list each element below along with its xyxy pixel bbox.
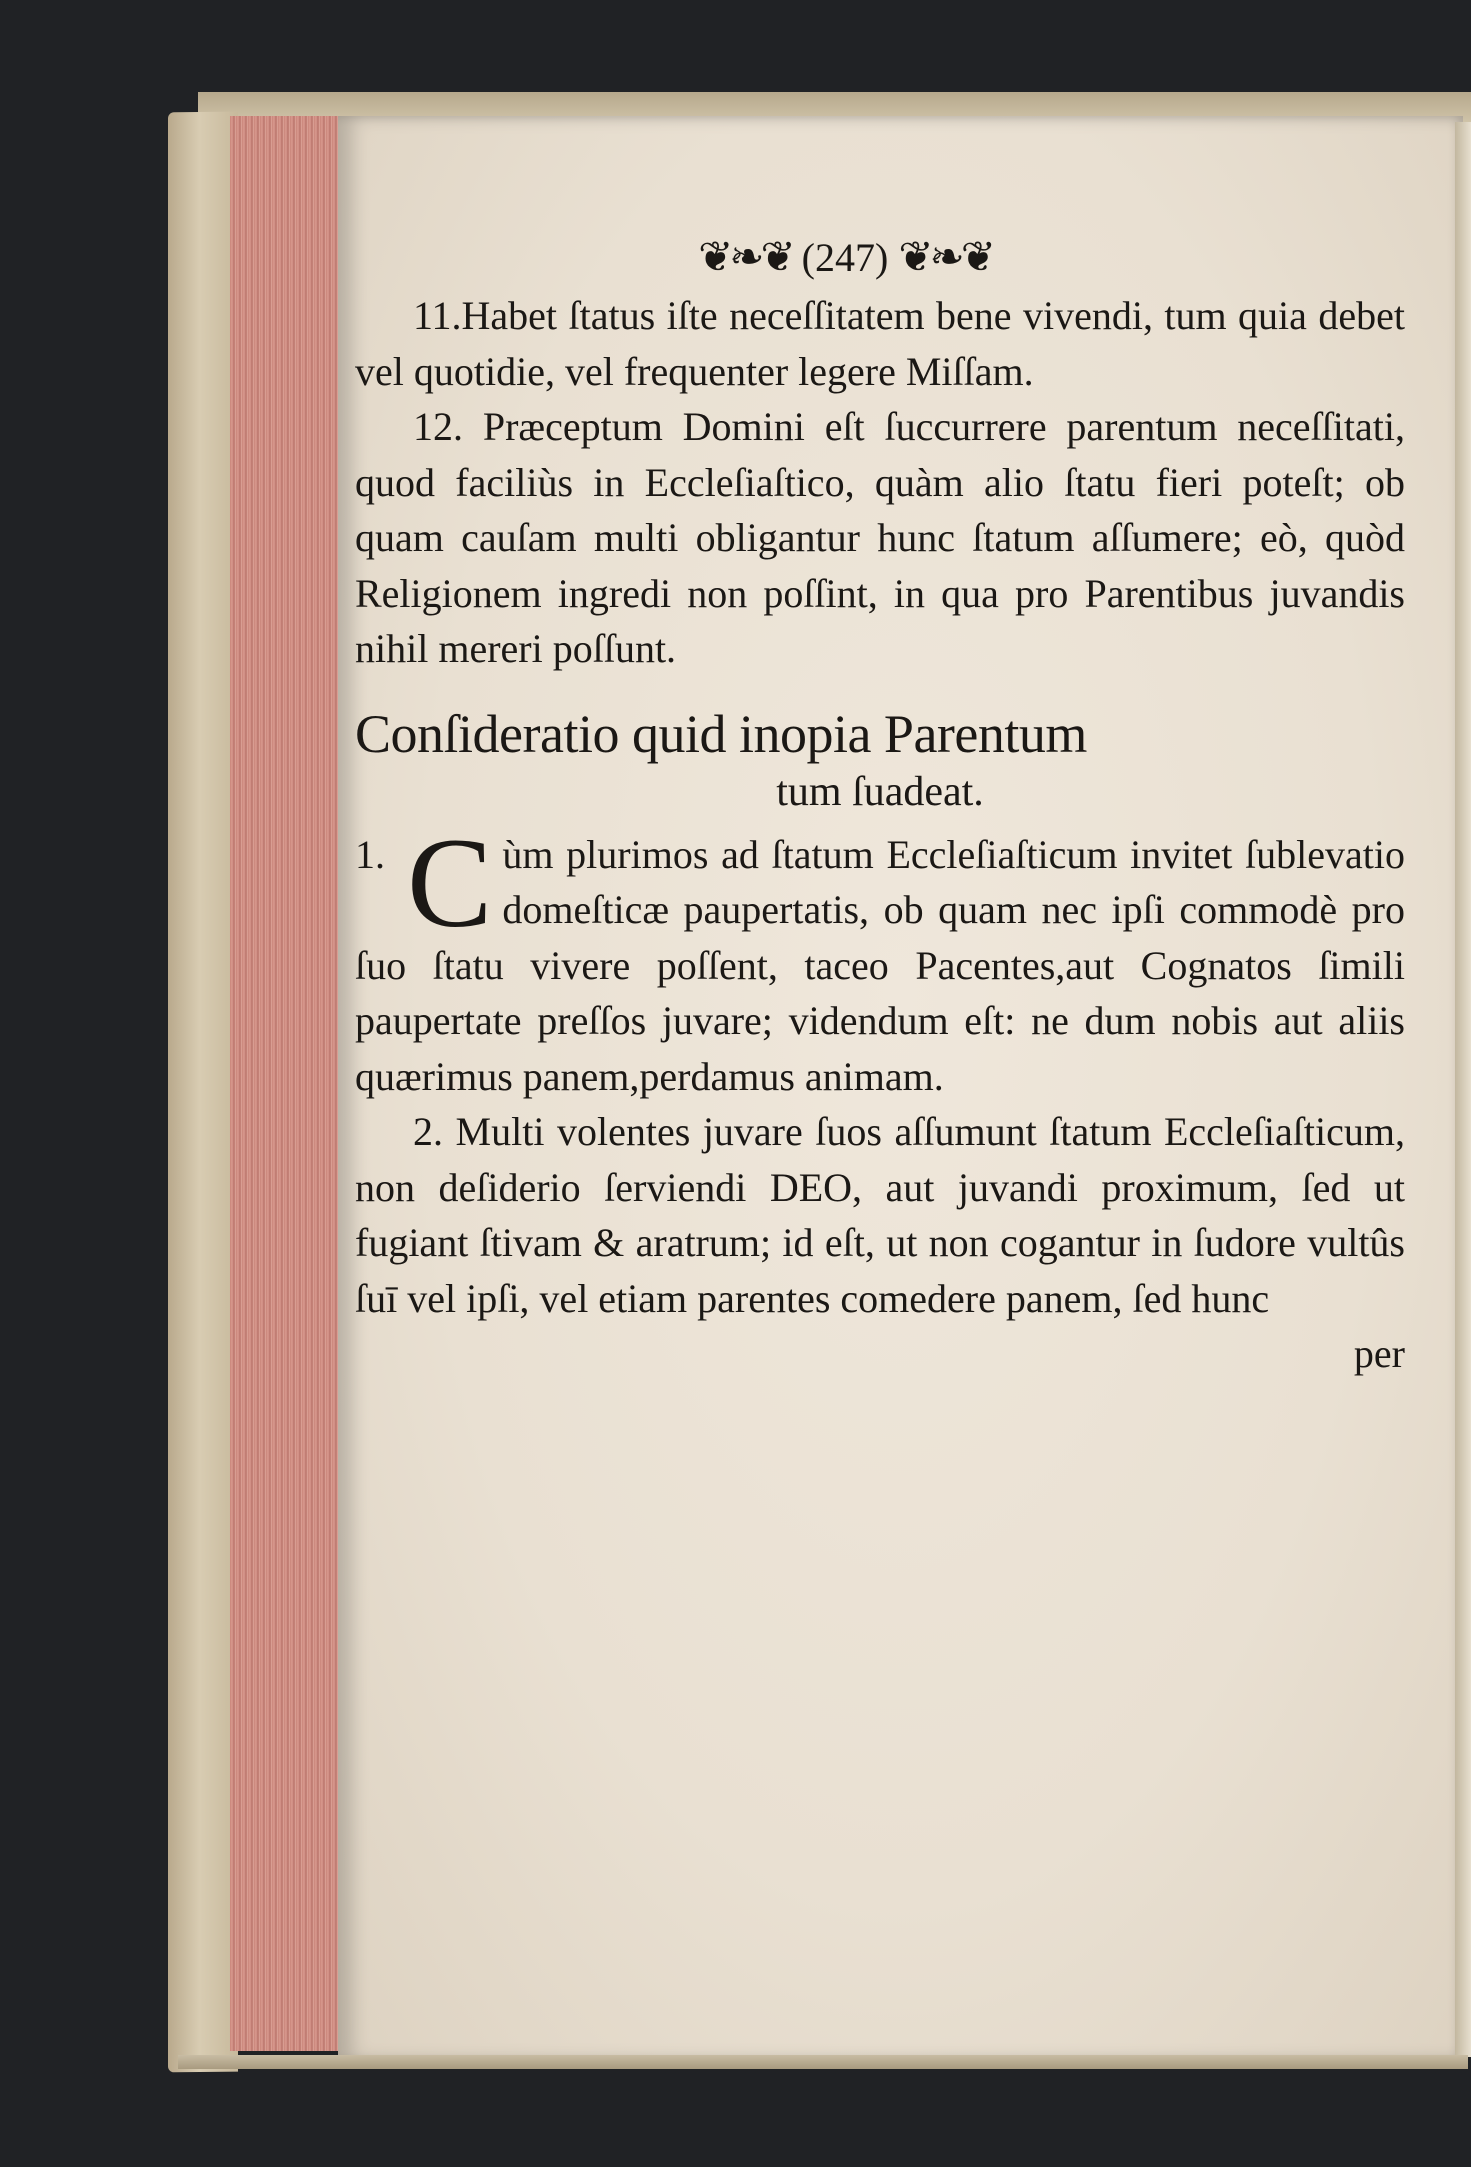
page-text bbox=[355, 230, 1405, 1382]
ornament-right-icon: ❦❧❦ bbox=[898, 235, 992, 281]
ornament-left-icon: ❦❧❦ bbox=[698, 235, 792, 281]
page-header: ❦❧❦ (247) ❦❧❦ bbox=[285, 230, 1405, 286]
book-right-edge bbox=[1455, 122, 1471, 2057]
page-block-red-edges bbox=[230, 116, 340, 2051]
paragraph-11: 11.Habet ſtatus iſte neceſſitatem bene vivendi, tum quia debet vel quotidie, vel frequenter legere Miſſam. bbox=[355, 293, 1405, 394]
section-heading: Conſideratio quid inopia Parentum bbox=[355, 703, 1087, 764]
paragraph-2: 2. Multi volentes juvare ſuos aſſumunt ſtatum Eccleſiaſticum, non deſiderio ſerviendi DEO, aut juvandi proximum, ſed ut fugiant ſtivam & aratrum; id eſt, ut non cogantur in ſudore vultûs ſuī vel ipſi, vel etiam parentes comedere panem, ſed hunc bbox=[355, 1109, 1405, 1321]
section-heading-line2: tum ſuadeat. bbox=[776, 768, 984, 815]
paragraph-1 bbox=[355, 811, 1405, 1105]
page-number: 247 bbox=[815, 235, 875, 280]
drop-cap: C bbox=[407, 811, 493, 954]
paragraph-1-text: ùm plurimos ad ſtatum Eccleſiaſticum invitet ſublevatio domeſticæ paupertatis, ob quam nec ipſi commodè pro ſuo ſtatu vivere poſſent, taceo Pacentes,aut Cognatos ſimili paupertate preſſos juvare; videndum eſt: ne dum nobis aut aliis quærimus panem,perdamus animam. bbox=[355, 831, 1405, 1099]
paragraph-12: 12. Præceptum Domini eſt ſuccurrere parentum neceſſitati, quod faciliùs in Eccleſiaſtico, quàm alio ſtatu fieri poteſt; ob quam cauſam multi obligantur hunc ſtatum aſſumere; eò, quòd Religionem ingredi non poſſint, in qua pro Parentibus juvandis nihil mereri poſſunt. bbox=[355, 404, 1405, 671]
book-bottom-edge bbox=[178, 2055, 1468, 2069]
paragraph-1-number: 1. bbox=[355, 831, 385, 877]
book-cover-edge bbox=[168, 112, 238, 2073]
catchword: per bbox=[1353, 1331, 1405, 1376]
